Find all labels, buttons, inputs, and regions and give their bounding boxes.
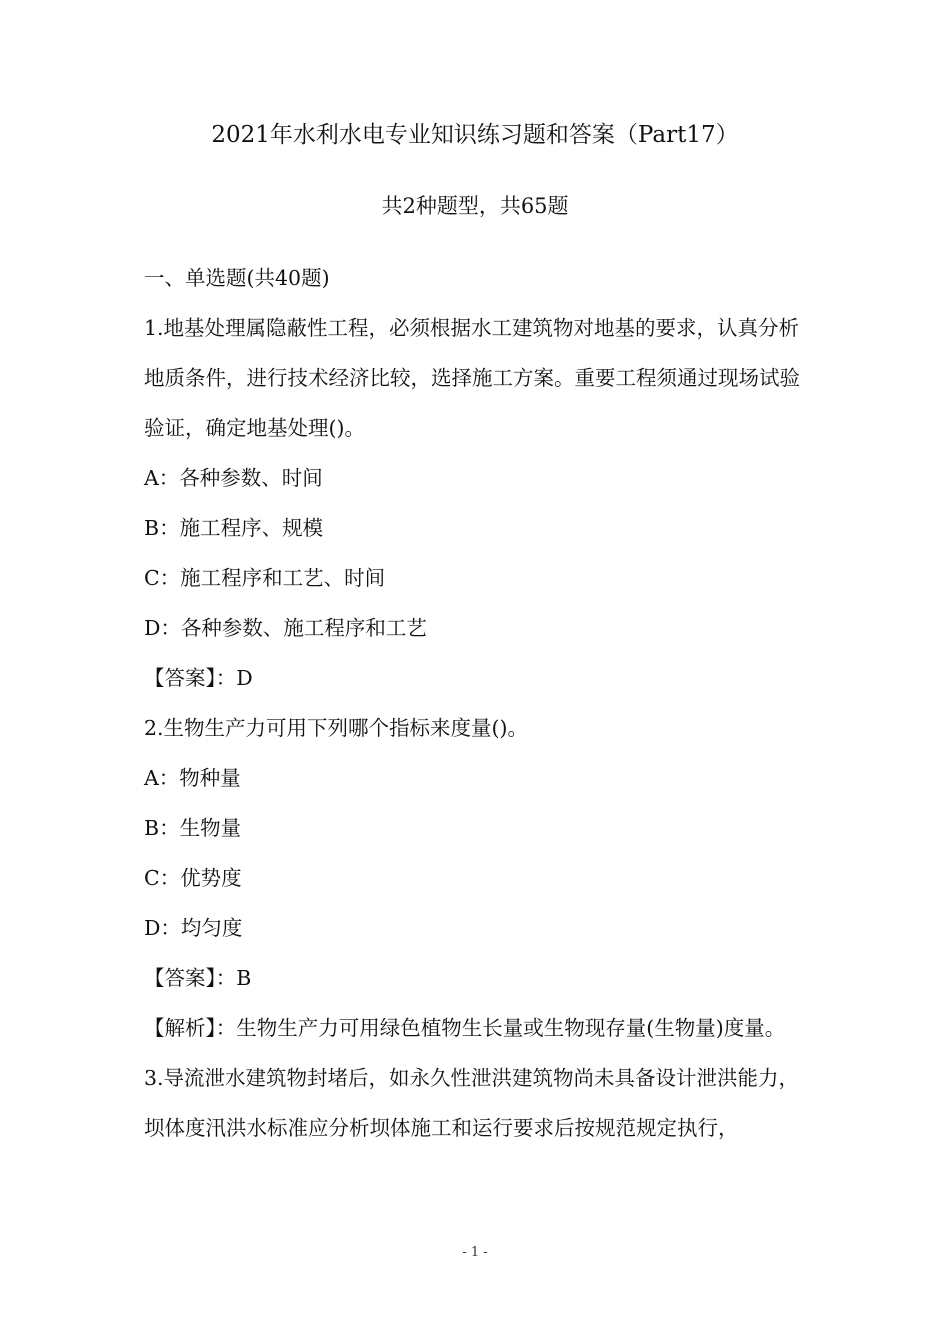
option-d: D：均匀度 [144,916,243,940]
option-c: C：施工程序和工艺、时间 [144,566,386,590]
option-c: C：优势度 [144,866,242,890]
question-stem: 1.地基处理属隐蔽性工程，必须根据水工建筑物对地基的要求，认真分析地质条件，进行技术经济比较，选择施工方案。重要工程须通过现场试验验证，确定地基处理()。 [144,316,800,440]
option-b: B：生物量 [144,816,242,840]
option-a: A：物种量 [144,766,241,790]
question-stem: 2.生物生产力可用下列哪个指标来度量()。 [144,716,529,740]
answer-value: D [236,666,253,690]
analysis-value: 生物生产力可用绿色植物生长量或生物现存量(生物量)度量。 [236,1016,786,1040]
document-title: 2021年水利水电专业知识练习题和答案（Part17） [211,122,739,148]
answer-line [144,953,814,1003]
question-stem: 3.导流泄水建筑物封堵后，如永久性泄洪建筑物尚未具备设计泄洪能力，坝体度汛洪水标准应分析坝体施工和运行要求后按规范规定执行， [144,1066,800,1140]
document-body [144,253,814,1153]
document-subtitle: 共2种题型，共65题 [381,194,569,218]
answer-line [144,653,814,703]
answer-label: 【答案】： [144,966,237,990]
analysis-text [144,1003,814,1053]
answer-label: 【答案】： [144,666,237,690]
answer-value: B [236,966,252,990]
analysis-label: 【解析】： [144,1016,237,1040]
page-number: - 1 - [462,1245,488,1260]
option-b: B：施工程序、规模 [144,516,324,540]
section-heading: 一、单选题(共40题) [144,266,330,290]
option-a: A：各种参数、时间 [144,466,323,490]
option-d: D：各种参数、施工程序和工艺 [144,616,427,640]
